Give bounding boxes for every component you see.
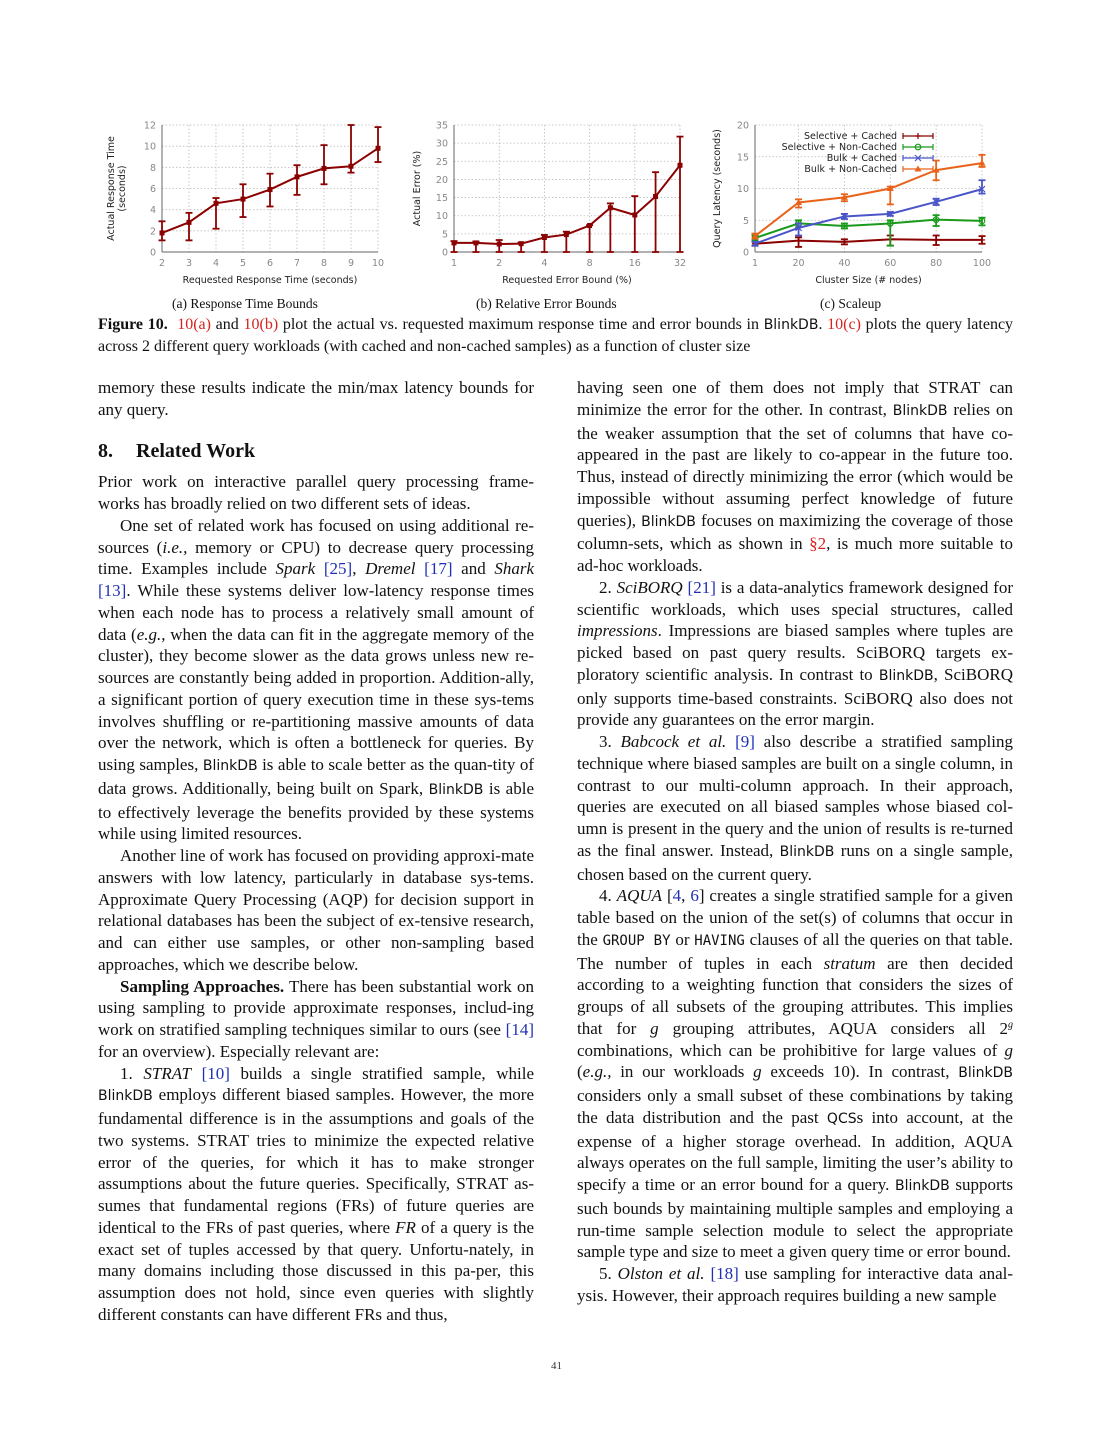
svg-text:6: 6 (266, 258, 274, 269)
chart-relative-error-bounds (400, 112, 700, 301)
svg-text:80: 80 (930, 258, 943, 269)
svg-text:0: 0 (149, 247, 156, 259)
citation-link[interactable]: [18] (710, 1264, 739, 1283)
citation-link[interactable]: [21] (687, 577, 716, 597)
svg-text:Query Latency (seconds): Query Latency (seconds) (712, 129, 723, 248)
chart-c-svg (700, 112, 1010, 297)
svg-text:1: 1 (751, 258, 759, 269)
svg-text:100: 100 (972, 258, 992, 269)
svg-text:Cluster Size (# nodes): Cluster Size (# nodes) (815, 275, 922, 286)
svg-text:Actual Response Time: Actual Response Time (106, 136, 117, 241)
section-number: 8. (98, 439, 113, 462)
paragraph: Prior work on interactive parallel query processing frame-works has broadly relied on two different sets of ideas. (98, 472, 534, 513)
svg-text:5: 5 (742, 215, 749, 227)
svg-text:20: 20 (792, 258, 805, 269)
svg-text:20: 20 (736, 120, 749, 132)
svg-text:30: 30 (435, 138, 448, 150)
subcaption-b: (b) Relative Error Bounds (476, 296, 617, 311)
citation-link[interactable]: [9] (735, 732, 755, 751)
svg-text:5: 5 (441, 229, 448, 241)
svg-text:4: 4 (212, 258, 220, 269)
citation-link[interactable]: [14] (505, 1020, 534, 1039)
svg-text:2: 2 (158, 258, 166, 269)
subcaption-c: (c) Scaleup (820, 296, 882, 311)
paragraph: 4. AQUA [4, 6] creates a single stratified sample for a given table based on the union of the set(s) of columns that occur in the GROUP BY or HAVING clauses of all the queries on that table. The number of tuples in each stratum are then decided according to a weighting function that considers the sizes of groups of all subsets of the grouping attributes. This implies that for g grouping attributes, AQUA considers all 2$^g$ combinations, which can be prohibitive for large values of g (e.g., in our workloads g exceeds 10). In contrast, BlinkDB considers only a small subset of these combinations by taking the data distribution and the past QCSs into account, at the expense of a higher storage overhead. In addition, AQUA always operates on the full sample, limiting the user’s ability to specify a time or an error bound for a query. BlinkDB supports such bounds by maintaining multiple samples and employing a run-time sample selection module to select the appropriate sample type and size to meet a given query time or error bound. (577, 886, 1014, 1262)
figure-ref-10a[interactable]: 10(a) (177, 316, 211, 333)
figure-label: Figure 10. (98, 316, 168, 333)
svg-text:10: 10 (143, 141, 156, 153)
svg-text:5: 5 (239, 258, 247, 269)
svg-text:15: 15 (435, 193, 448, 205)
right-column (577, 377, 1013, 1307)
svg-text:15: 15 (736, 152, 749, 164)
svg-text:(seconds): (seconds) (117, 165, 128, 212)
svg-text:10: 10 (736, 184, 749, 195)
section-heading (98, 441, 534, 463)
page-number: 41 (551, 1360, 562, 1372)
svg-text:Bulk + Non-Cached: Bulk + Non-Cached (804, 164, 897, 175)
svg-text:12: 12 (143, 120, 156, 132)
citation-link[interactable]: [25] (323, 559, 353, 579)
svg-text:Requested Response Time (secon: Requested Response Time (seconds) (182, 275, 358, 286)
citation-link[interactable]: [13] (98, 581, 127, 600)
svg-text:25: 25 (435, 156, 448, 168)
caption-text: and (210, 316, 244, 333)
svg-text:8: 8 (149, 162, 156, 174)
svg-text:7: 7 (293, 258, 301, 269)
svg-text:2: 2 (149, 226, 156, 238)
subcaption-a: (a) Response Time Bounds (172, 296, 318, 311)
chart-scaleup (700, 112, 1010, 301)
caption-text: plot the actual vs. requested maximum response time and error bounds in (278, 316, 764, 333)
chart-a-svg (100, 112, 400, 297)
svg-text:60: 60 (884, 258, 897, 269)
paragraph: having seen one of them does not imply that STRAT can minimize the error for the other. In contrast, BlinkDB relies on the weaker assumption that the set of columns that have co-appeared in the past are likely to co-appear in the future too. Thus, instead of directly minimizing the error (which would be impossible without assuming perfect knowledge of future queries), BlinkDB focuses on maximizing the coverage of those column-sets, which as shown in §2, is much more suitable to ad-hoc workloads. (577, 378, 1013, 575)
caption-text: plots the query latency across 2 different query workloads (with cached and non-cached samples) as a function of cluster size (98, 316, 1014, 355)
paragraph: One set of related work has focused on using additional re-sources (i.e., memory or CPU) to decrease query processing time. Examples include Spark [25], Dremel [17] and Shark [13]. While these systems deliver low-latency response times when each node has to process a relatively small amount of data (e.g., when the data can fit in the aggregate memory of the cluster), they become slower as the data grows unless new re-sources are constantly being added in proportion. Addition-ally, a significant portion of query execution time in these sys-tems involves shuffling or re-partitioning massive amounts of data over the network, which is often a bottleneck for queries. By using samples, BlinkDB is able to scale better as the quan-tity of data grows. Additionally, being built on Spark, BlinkDB is able to effectively leverage the benefits provided by these systems while using limited resources. (98, 515, 535, 844)
svg-text:10: 10 (435, 211, 448, 223)
svg-text:Requested Error Bound (%): Requested Error Bound (%) (502, 275, 632, 286)
svg-text:32: 32 (673, 258, 687, 269)
paragraph: 5. Olston et al. [18] use sampling for interactive data anal-ysis. However, their approach requires building a new sample (577, 1264, 1014, 1305)
svg-text:0: 0 (441, 247, 448, 259)
citation-link[interactable]: 6 (690, 886, 699, 906)
paragraph: 1. STRAT [10] builds a single stratified sample, while BlinkDB employs different biased samples. However, the more fundamental difference is in the assumptions and goals of the two systems. STRAT tries to minimize the expected relative error of the queries, for which it has to make stronger assumptions about the future queries. Specifically, STRAT as-sumes that fundamental regions (FRs) of future queries are identical to the FRs of past queries, where FR of a query is the exact set of tuples accessed by that query. Unfortu-nately, in many domains including those discussed in this pa-per, this assumption does not hold, since even queries with slightly different constants can have different FRs and thus, (98, 1063, 535, 1324)
section-title: Related Work (136, 439, 256, 462)
svg-text:Bulk + Cached: Bulk + Cached (826, 153, 897, 164)
chart-response-time-bounds (100, 112, 400, 301)
paragraph: Sampling Approaches. There has been substantial work on using sampling to provide approximate responses, includ-ing work on stratified sampling techniques similar to ours (see [14] for an overview). Especially relevant are: (98, 976, 535, 1061)
svg-text:Selective + Cached: Selective + Cached (804, 131, 897, 142)
citation-link[interactable]: [17] (424, 559, 453, 579)
svg-text:2: 2 (496, 258, 503, 269)
svg-text:8: 8 (320, 258, 328, 269)
svg-text:9: 9 (347, 258, 355, 269)
svg-text:6: 6 (149, 184, 156, 195)
svg-text:8: 8 (586, 258, 593, 269)
run-in-heading: Sampling Approaches. (120, 976, 285, 996)
paragraph: 2. SciBORQ [21] is a data-analytics framework designed for scientific workloads, which uses special structures, called impressions. Impressions are biased samples where tuples are picked based on past query results. SciBORQ targets ex-ploratory scientific analysis. In contrast to BlinkDB, SciBORQ only supports time-based constraints. SciBORQ also does not provide any guarantees on the error margin. (577, 577, 1014, 730)
left-column (98, 377, 534, 1326)
citation-link[interactable]: 4 (672, 886, 682, 906)
figure-ref-10b[interactable]: 10(b) (243, 316, 279, 333)
caption-text: . (818, 316, 828, 333)
figure-caption (98, 314, 1013, 358)
svg-text:0: 0 (742, 247, 749, 259)
svg-text:Actual Error (%): Actual Error (%) (412, 150, 423, 227)
paragraph: 3. Babcock et al. [9] also describe a stratified sampling technique where biased samples are built on a single column, in contrast to our multi-column approach. In their approach, queries are executed on all biased samples whose biased col-umn is present in the query and the union of results is re-turned as the final answer. Instead, BlinkDB runs on a single sample, chosen based on the current query. (577, 732, 1014, 884)
system-name: BlinkDB (763, 317, 819, 333)
svg-text:1: 1 (450, 258, 458, 269)
paragraph: memory these results indicate the min/max latency bounds for any query. (98, 378, 534, 419)
citation-link[interactable]: [10] (201, 1063, 230, 1083)
svg-text:4: 4 (149, 205, 156, 217)
svg-text:3: 3 (185, 258, 193, 269)
chart-b-svg (400, 112, 700, 297)
svg-text:16: 16 (628, 258, 641, 269)
section-ref-link[interactable]: §2 (809, 534, 827, 554)
svg-text:35: 35 (435, 120, 448, 132)
svg-text:10: 10 (371, 258, 385, 269)
figure-ref-10c[interactable]: 10(c) (827, 316, 861, 333)
svg-text:20: 20 (435, 174, 448, 186)
svg-text:40: 40 (838, 258, 851, 269)
paragraph: Another line of work has focused on providing approxi-mate answers with low latency, particularly in database sys-tems. Approximate Query Processing (AQP) for decision support in relational databases has been the subject of ex-tensive research, and can either use samples, or other non-sampling based approaches, which we describe below. (98, 846, 534, 974)
svg-text:4: 4 (541, 258, 548, 269)
svg-text:Selective + Non-Cached: Selective + Non-Cached (781, 142, 897, 153)
